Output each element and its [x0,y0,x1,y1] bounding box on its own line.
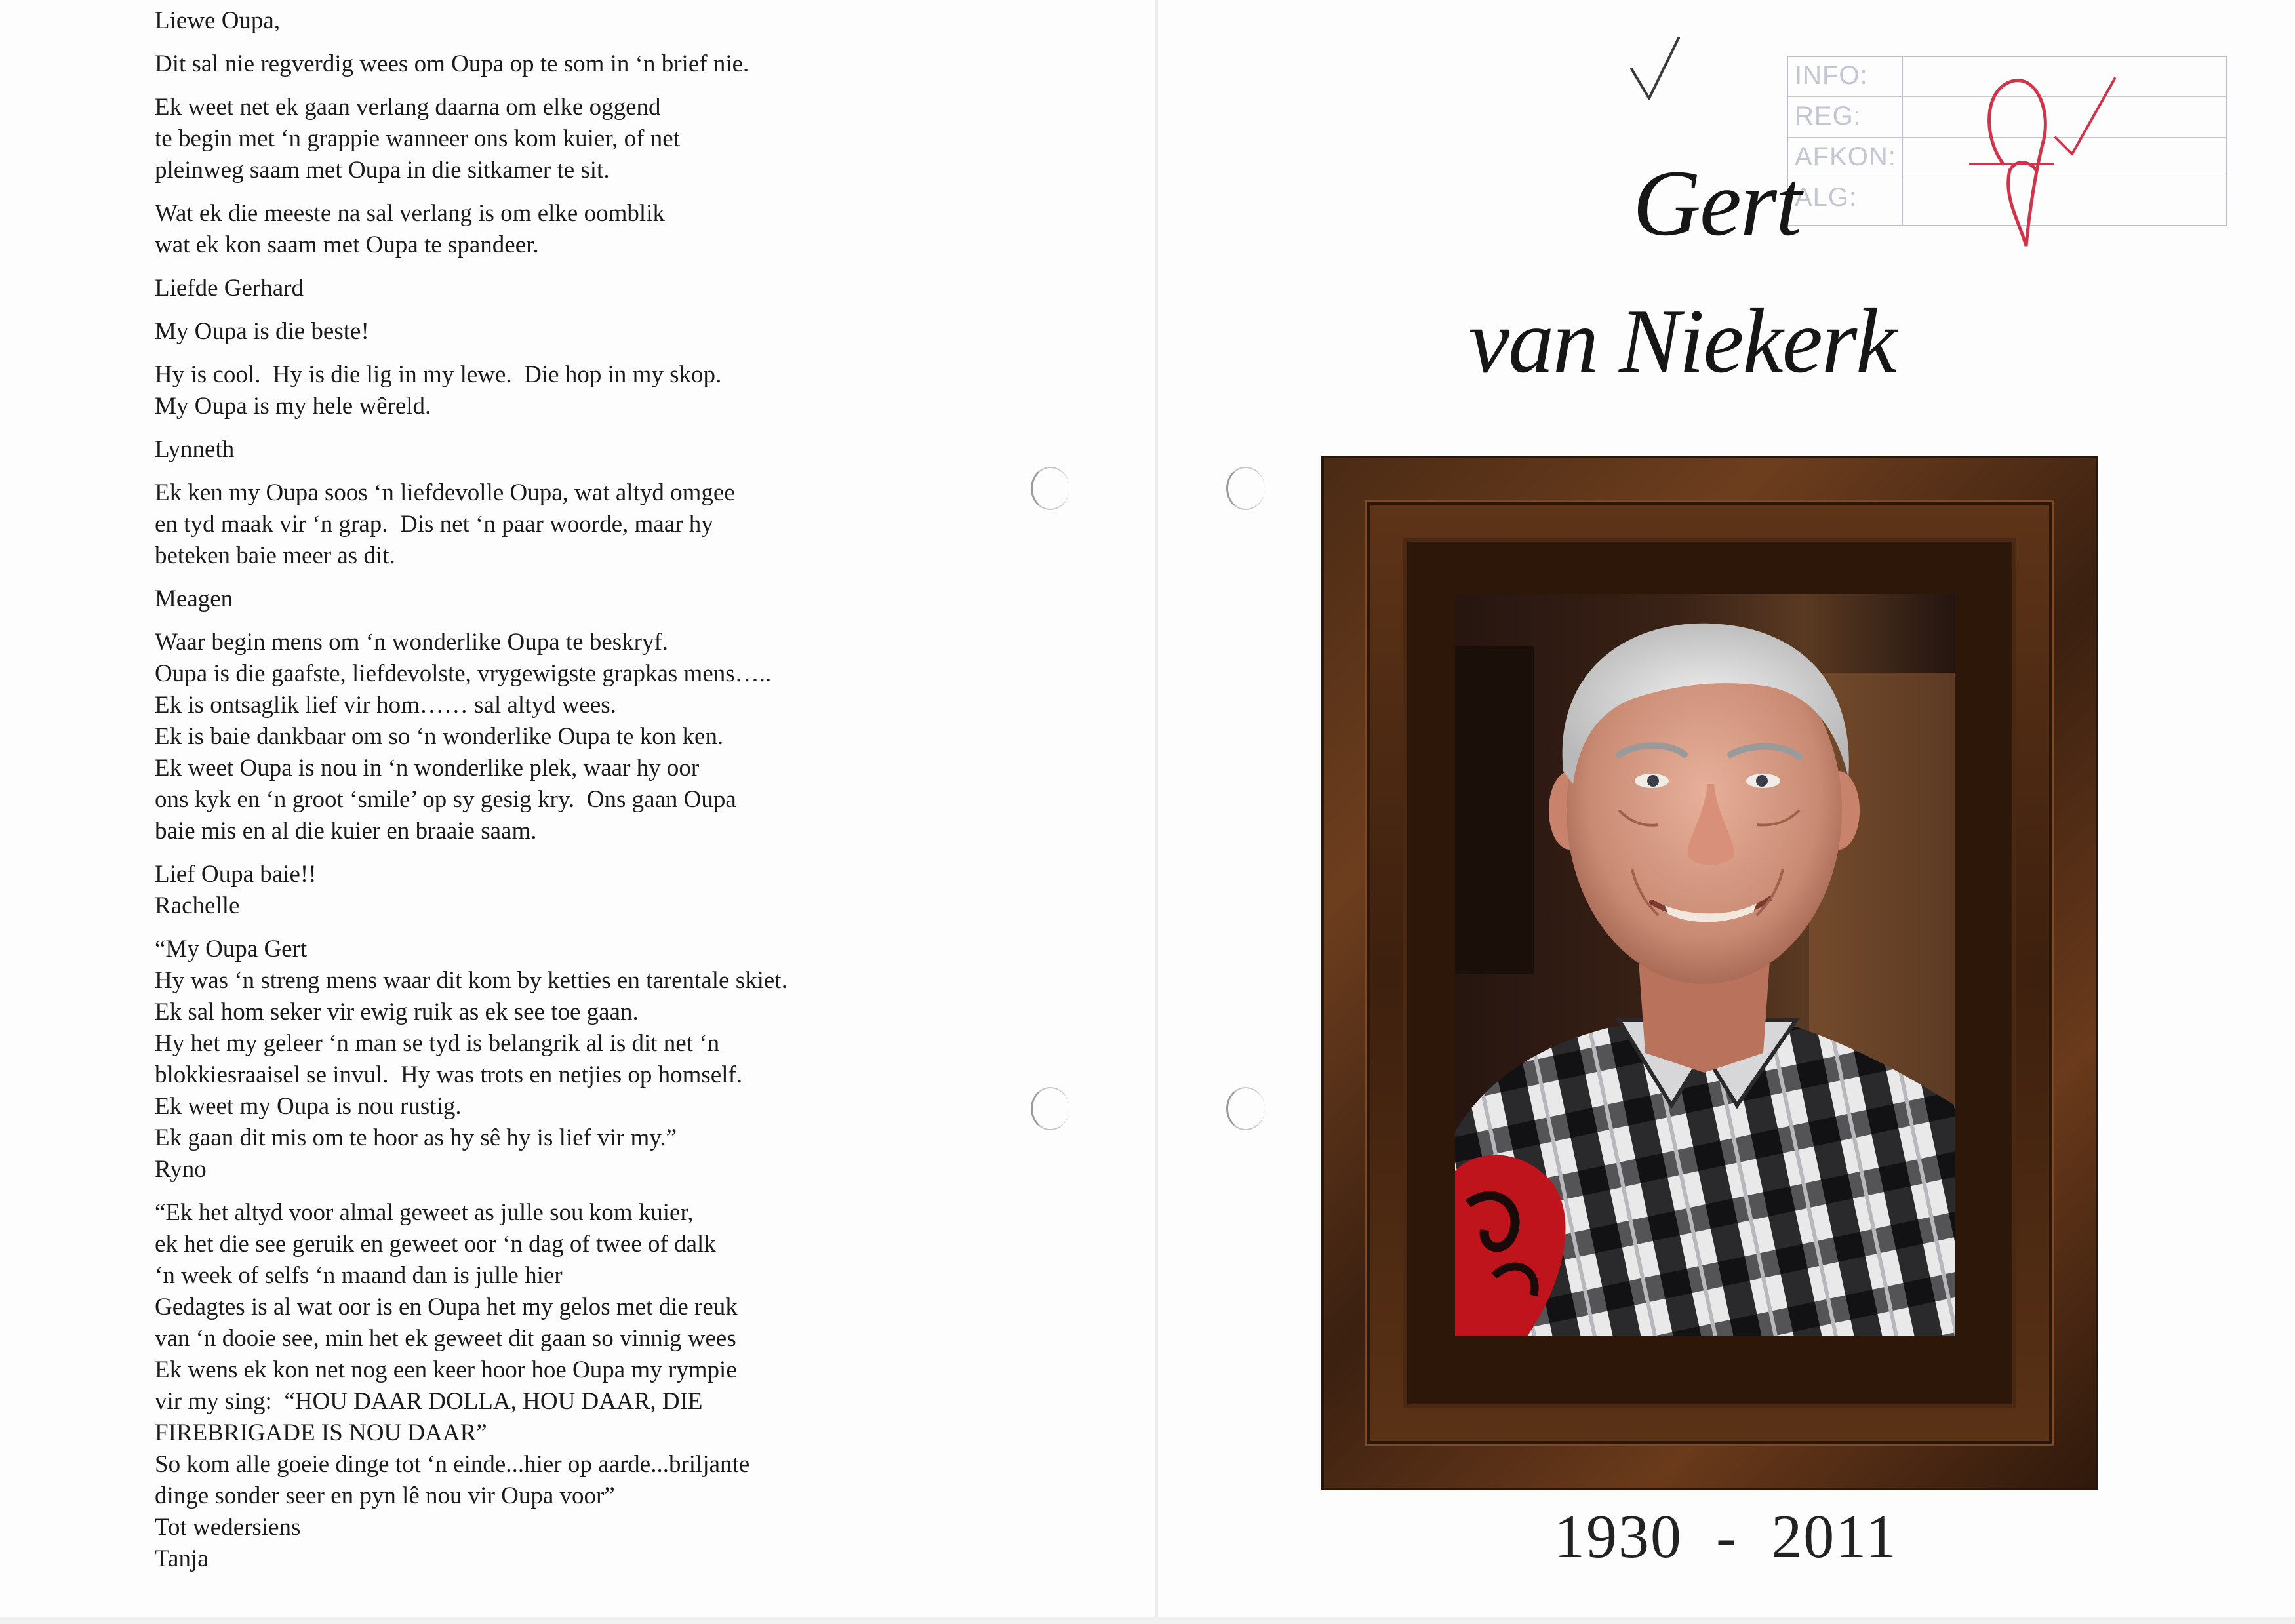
punch-hole [1031,1087,1069,1130]
tribute-paragraph: Ek weet net ek gaan verlang daarna om elke oggend te begin met ‘n grappie wanneer ons kom kuier, of net pleinweg saam met Oupa in die sitkamer te sit. [155,94,680,184]
pencil-check-icon [1626,33,1685,105]
stamp-label-alg: ALG: [1795,183,1858,212]
last-name: van Niekerk [1469,290,1896,392]
tribute-signature: Lynneth [155,436,235,463]
first-name: Gert [1633,151,1801,256]
punch-hole [1226,1087,1265,1130]
portrait-photo [1455,594,1955,1336]
tribute-signature: Liefde Gerhard [155,275,304,302]
red-ink-mark-icon [1957,66,2128,262]
punch-hole [1226,467,1265,510]
punch-hole [1031,467,1069,510]
portrait-illustration [1455,594,1955,1336]
tribute-paragraph: “My Oupa Gert Hy was ‘n streng mens waar dit kom by ketties en tarentale skiet. Ek sal hom seker vir ewig ruik as ek see toe gaan. Hy het my geleer ‘n man se tyd is belangrik al is dit net ‘n blokkiesraaisel se invul. Hy was trots en netjies op homself. Ek weet my Oupa is nou rustig. Ek gaan dit mis om te hoor as hy sê hy is lief vir my.” Ryno [155,936,788,1183]
tribute-paragraph: Ek ken my Oupa soos ‘n liefdevolle Oupa, wat altyd omgee en tyd maak vir ‘n grap. Dis net ‘n paar woorde, maar hy beteken baie meer as dit. [155,479,735,569]
center-fold [1155,0,1158,1624]
tribute-paragraph: Dit sal nie regverdig wees om Oupa op te som in ‘n brief nie. [155,50,749,77]
tribute-page [155,5,1086,1587]
tribute-paragraph: “Ek het altyd voor almal geweet as julle sou kom kuier, ek het die see geruik en geweet oor ‘n dag of twee of dalk ‘n week of selfs ‘n maand dan is julle hier Gedagtes is al wat oor is en Oupa het my gelos met die reuk van ‘n dooie see, min het ek geweet dit gaan so vinnig wees Ek wens ek kon net nog een keer hoor hoe Oupa my rympie vir my sing: “HOU DAAR DOLLA, HOU DAAR, DIE FIREBRIGADE IS NOU DAAR” So kom alle goeie dinge tot ‘n einde...hier op aarde...briljante dinge sonder seer en pyn lê nou vir Oupa voor” Tot wedersiens Tanja [155,1199,750,1572]
stamp-label-afkon: AFKON: [1795,142,1896,171]
life-years: 1930 - 2011 [1554,1503,1898,1571]
tribute-paragraph: Lief Oupa baie!! Rachelle [155,861,317,919]
stamp-label-reg: REG: [1795,102,1862,130]
tribute-paragraph: Wat ek die meeste na sal verlang is om elke oomblik wat ek kon saam met Oupa te spandeer. [155,200,665,258]
stamp-label-info: INFO: [1795,61,1868,90]
tribute-signature: Meagen [155,585,233,612]
page-bottom-edge [0,1617,2295,1624]
tribute-paragraph: Hy is cool. Hy is die lig in my lewe. Die hop in my skop. My Oupa is my hele wêreld. [155,361,722,420]
tribute-paragraph: Waar begin mens om ‘n wonderlike Oupa te beskryf. Oupa is die gaafste, liefdevolste, vrygewigste grapkas mens….. Ek is ontsaglik lief vir hom…… sal altyd wees. Ek is baie dankbaar om so ‘n wonderlike Oupa te kon ken. Ek weet Oupa is nou in ‘n wonderlike plek, waar hy oor ons kyk en ‘n groot ‘smile’ op sy gesig kry. Ons gaan Oupa baie mis en al die kuier en braaie saam. [155,629,772,844]
tribute-paragraph: Liewe Oupa, [155,7,281,34]
tribute-paragraph: My Oupa is die beste! [155,318,369,345]
